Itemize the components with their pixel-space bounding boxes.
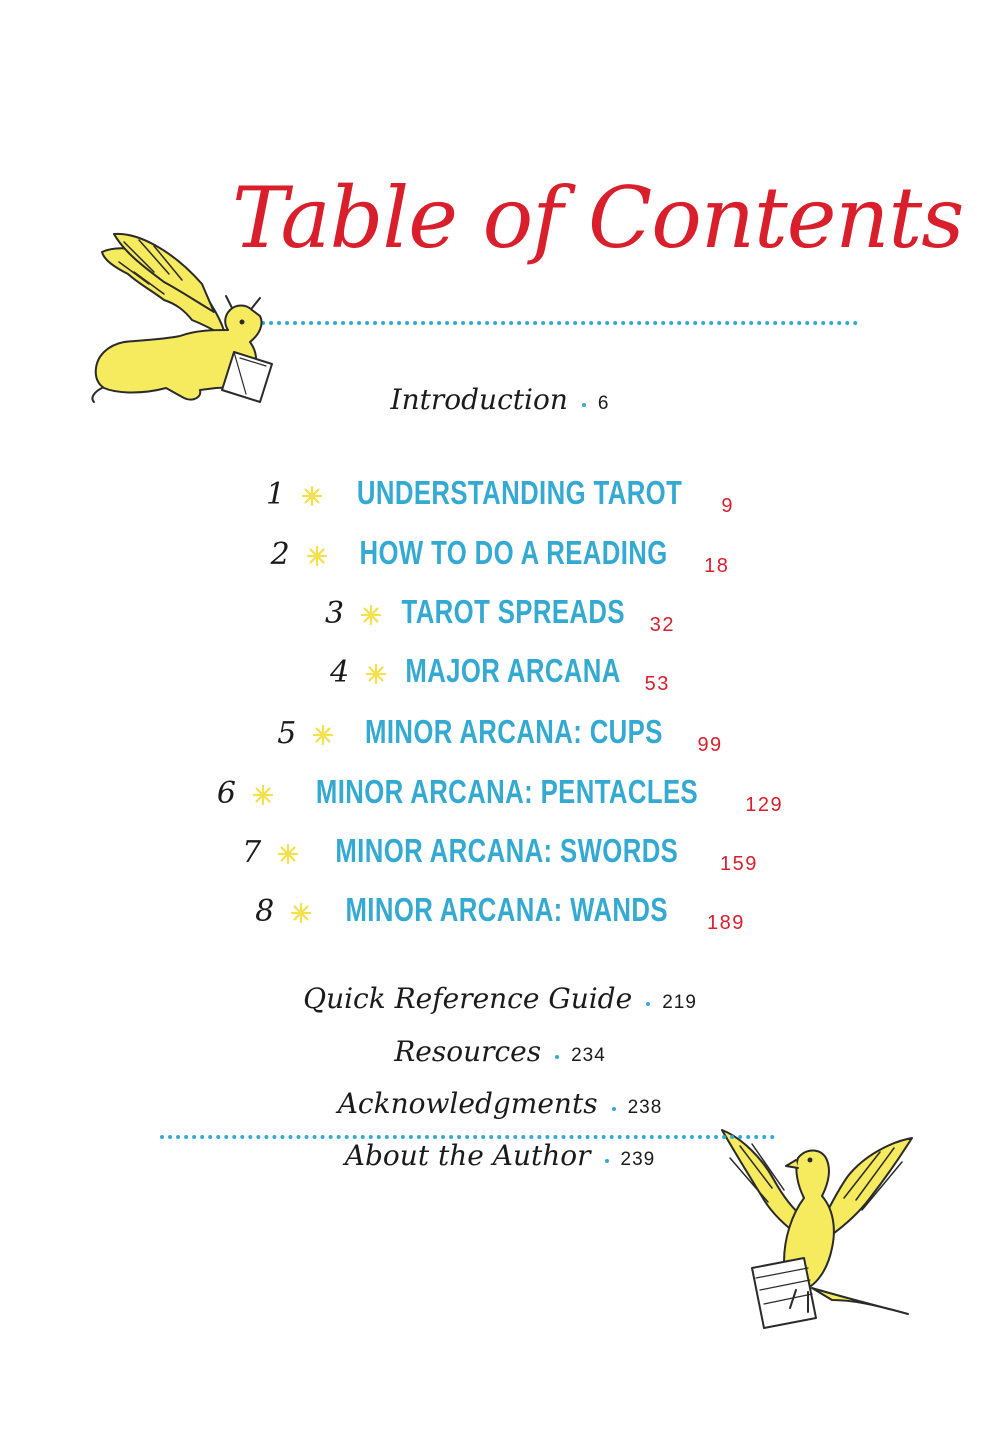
entry-page-number: 234 (571, 1045, 606, 1066)
star-icon (253, 785, 273, 805)
top-dotted-rule (245, 321, 858, 325)
entry-label: Resources (394, 1035, 542, 1068)
chapter-page-number: 9 (721, 495, 735, 517)
chapter-number: 1 (265, 477, 286, 512)
entry-page-number: 239 (620, 1149, 656, 1170)
chapter-number: 6 (216, 776, 236, 811)
chapter-title: MINOR ARCANA: CUPS (364, 713, 663, 750)
toc-chapter-8[interactable] (0, 891, 1000, 934)
chapter-page-number: 32 (649, 614, 676, 636)
chapter-title: MINOR ARCANA: WANDS (345, 891, 669, 928)
star-icon (313, 725, 333, 745)
star-icon (366, 664, 386, 684)
star-icon (302, 486, 322, 506)
chapter-title: UNDERSTANDING TAROT (357, 474, 683, 511)
entry-label: Quick Reference Guide (303, 982, 633, 1015)
toc-entry-quick-reference-guide[interactable] (0, 982, 1000, 1015)
chapter-title: HOW TO DO A READING (359, 534, 668, 571)
chapter-title: MINOR ARCANA: SWORDS (335, 832, 679, 869)
chapter-number: 5 (277, 716, 297, 751)
chapter-title: MAJOR ARCANA (405, 652, 622, 689)
entry-label: Introduction (390, 383, 568, 416)
chapter-page-number: 99 (697, 734, 723, 756)
dot-separator (555, 1055, 559, 1059)
toc-chapter-2[interactable] (0, 534, 1000, 577)
star-icon (278, 844, 298, 864)
entry-page-number: 219 (662, 992, 697, 1013)
chapter-title: MINOR ARCANA: PENTACLES (316, 773, 699, 810)
chapter-number: 3 (324, 596, 345, 631)
star-icon (291, 903, 311, 923)
chapter-page-number: 18 (704, 555, 730, 577)
entry-page-number: 238 (627, 1097, 663, 1118)
chapter-number: 7 (242, 835, 262, 870)
dot-separator (646, 1002, 650, 1006)
toc-chapter-1[interactable] (0, 474, 1000, 517)
entry-page-number: 6 (597, 393, 610, 414)
chapter-number: 8 (255, 894, 275, 929)
toc-chapter-6[interactable] (0, 773, 1000, 816)
dot-separator (605, 1159, 609, 1163)
entry-label: About the Author (344, 1139, 591, 1172)
winged-ox-icon (84, 212, 284, 412)
toc-entry-introduction[interactable] (0, 383, 1000, 416)
entry-label: Acknowledgments (337, 1087, 598, 1120)
toc-chapter-4[interactable] (0, 652, 1000, 695)
chapter-page-number: 53 (644, 673, 670, 695)
toc-entry-acknowledgments[interactable] (0, 1087, 1000, 1120)
chapter-page-number: 129 (745, 794, 784, 816)
star-icon (307, 546, 327, 566)
dot-separator (582, 403, 586, 407)
toc-chapter-5[interactable] (0, 713, 1000, 756)
toc-chapter-3[interactable] (0, 593, 1000, 636)
toc-entry-about-the-author[interactable] (0, 1139, 1000, 1172)
toc-chapter-7[interactable] (0, 832, 1000, 875)
page-title: Table of Contents (232, 169, 964, 267)
star-icon (361, 605, 381, 625)
chapter-title: TAROT SPREADS (401, 593, 626, 630)
dot-separator (612, 1107, 616, 1111)
toc-entry-resources[interactable] (0, 1035, 1000, 1068)
bottom-dotted-rule (160, 1135, 775, 1139)
chapter-page-number: 159 (720, 853, 758, 875)
chapter-number: 4 (330, 655, 350, 690)
chapter-page-number: 189 (706, 912, 745, 934)
chapter-number: 2 (270, 537, 290, 572)
